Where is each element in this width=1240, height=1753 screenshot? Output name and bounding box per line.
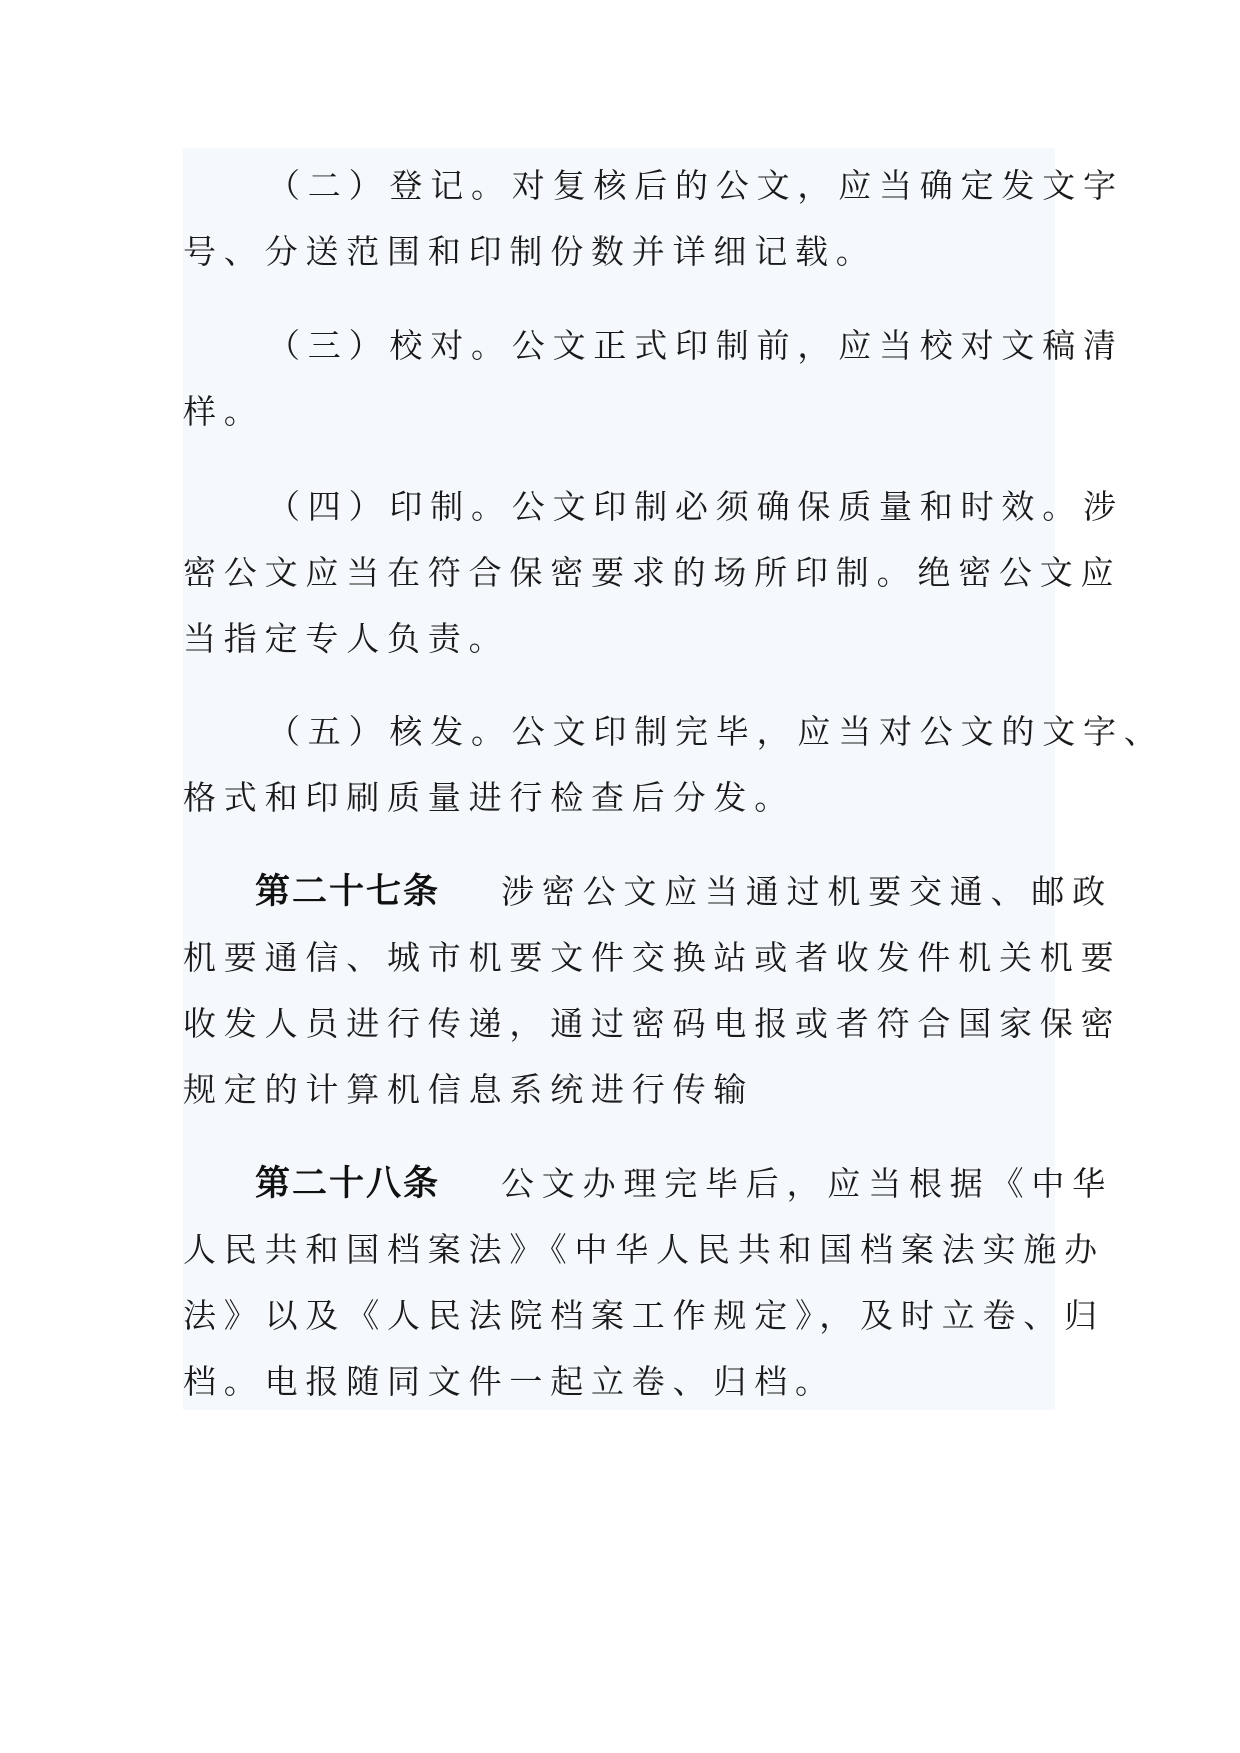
paragraph-line: 样。: [183, 392, 265, 431]
article-line: 收发人员进行传递，通过密码电报或者符合国家保密: [183, 1004, 1122, 1043]
article-line: 规定的计算机信息系统进行传输: [183, 1070, 755, 1109]
article-line: 档。电报随同文件一起立卷、归档。: [183, 1362, 836, 1401]
paragraph-line: 密公文应当在符合保密要求的场所印制。绝密公文应: [183, 553, 1122, 592]
article-27-heading: 第二十七条: [255, 872, 441, 912]
paragraph-line: 格式和印刷质量进行检查后分发。: [183, 778, 795, 817]
article-line: 公文办理完毕后，应当根据《中华: [501, 1164, 1113, 1203]
article-line: 机要通信、城市机要文件交换站或者收发件机关机要: [183, 938, 1122, 977]
paragraph-line: 当指定专人负责。: [183, 619, 510, 658]
article-28-heading: 第二十八条: [255, 1164, 441, 1204]
paragraph-line: （二）登记。对复核后的公文，应当确定发文字: [267, 166, 1124, 205]
document-text-block: [183, 148, 1165, 1410]
paragraph-line: （五）核发。公文印制完毕，应当对公文的文字、: [267, 712, 1165, 751]
article-line: 涉密公文应当通过机要交通、邮政: [501, 872, 1113, 911]
paragraph-line: （四）印制。公文印制必须确保质量和时效。涉: [267, 487, 1124, 526]
article-line: 人民共和国档案法》《中华人民共和国档案法实施办: [183, 1230, 1105, 1269]
article-line: 法》以及《人民法院档案工作规定》，及时立卷、归: [183, 1296, 1105, 1335]
paragraph-line: （三）校对。公文正式印制前，应当校对文稿清: [267, 326, 1124, 365]
paragraph-line: 号、分送范围和印制份数并详细记载。: [183, 232, 877, 271]
